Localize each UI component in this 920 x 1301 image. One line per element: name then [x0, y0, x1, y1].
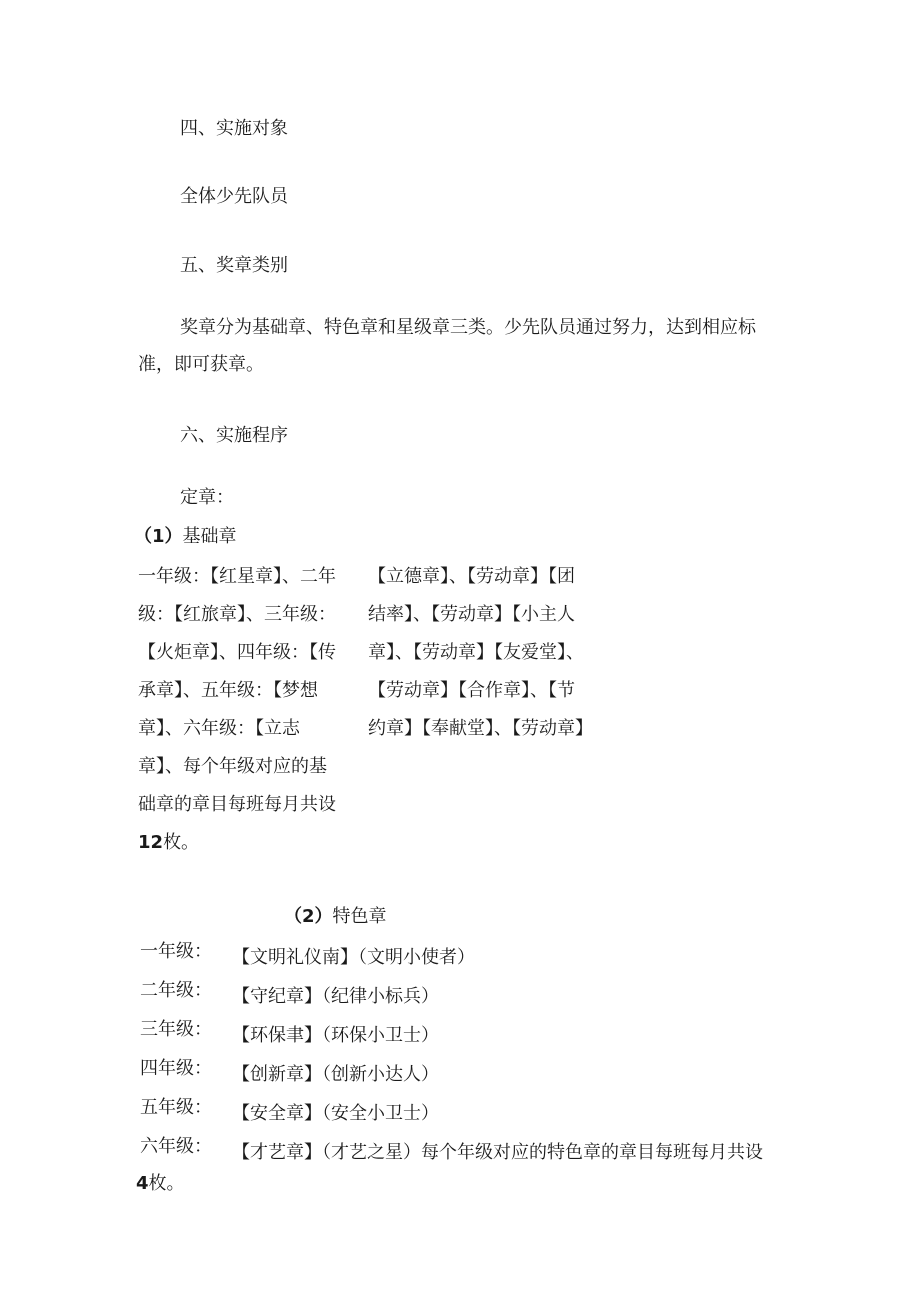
special-badge-item: 【安全章】（安全小卫士） [232, 1103, 439, 1124]
grade-label: 五年级： [140, 1097, 212, 1118]
grade-label: 四年级： [140, 1058, 212, 1079]
basic-badge-count [138, 831, 336, 869]
basic-badge-right-line: 章】、【劳动章】【友爱堂】、 [368, 642, 584, 663]
badge-categories-paragraph-line-1: 奖章分为基础章、特色章和星级章三类。少先队员通过努力，达到相应标 [180, 317, 756, 338]
basic-badge-left-line: 章】、六年级：【立志 [138, 718, 300, 739]
special-badge-grade-column [140, 940, 212, 1174]
basic-badge-right-line: 【劳动章】【合作章】、【节 [368, 680, 575, 701]
basic-badge-title: 基础章 [182, 526, 237, 547]
basic-badge-number: （1） [134, 526, 183, 547]
basic-badge-left-line: 章】、每个年级对应的基 [138, 756, 327, 777]
special-badge-item: 【创新章】（创新小达人） [232, 1064, 439, 1085]
special-badge-count-number: 4 [136, 1173, 149, 1194]
grade-label: 六年级： [140, 1136, 212, 1157]
section-heading-implementation-procedure: 六、实施程序 [180, 425, 288, 446]
special-badge-count-unit: 枚。 [148, 1173, 185, 1194]
basic-badge-heading [134, 525, 237, 549]
badge-categories-paragraph-line-2: 准，即可获章。 [138, 354, 264, 375]
basic-badge-right-line: 【立德章】、【劳动章】【团 [368, 566, 575, 587]
basic-badge-right-line: 约章】【奉献堂】、【劳动章】 [368, 718, 593, 739]
implementation-target-text: 全体少先队员 [180, 186, 288, 207]
basic-badge-right-column [368, 565, 593, 755]
section-heading-implementation-target: 四、实施对象 [180, 118, 288, 139]
basic-badge-count-number: 12 [138, 832, 164, 853]
special-badge-item: 【文明礼仪南】（文明小使者） [232, 947, 475, 968]
special-badge-item: 【守纪章】（纪律小标兵） [232, 986, 439, 1007]
special-badge-name-column [232, 946, 763, 1180]
basic-badge-left-column [138, 565, 336, 869]
basic-badge-left-line: 础章的章目每班每月共设 [138, 794, 336, 815]
special-badge-item: 【才艺章】（才艺之星）每个年级对应的特色章的章目每班每月共设 [232, 1142, 763, 1163]
special-badge-count [136, 1172, 185, 1196]
section-heading-badge-categories: 五、奖章类别 [180, 255, 288, 276]
special-badge-title: 特色章 [332, 906, 387, 927]
define-badges-subheading: 定章： [180, 487, 234, 508]
basic-badge-left-line: 级：【红旅章】、三年级： [138, 604, 336, 625]
special-badge-heading [284, 905, 387, 929]
basic-badge-left-line: 【火炬章】、四年级：【传 [138, 642, 336, 663]
special-badge-item: 【环保聿】（环保小卫士） [232, 1025, 439, 1046]
grade-label: 一年级： [140, 941, 212, 962]
basic-badge-right-line: 结率】、【劳动章】【小主人 [368, 604, 575, 625]
basic-badge-count-unit: 枚。 [163, 832, 200, 853]
grade-label: 二年级： [140, 980, 212, 1001]
basic-badge-left-line: 承章】、五年级：【梦想 [138, 680, 318, 701]
special-badge-number: （2） [284, 906, 333, 927]
grade-label: 三年级： [140, 1019, 212, 1040]
basic-badge-left-line: 一年级：【红星章】、二年 [138, 566, 336, 587]
